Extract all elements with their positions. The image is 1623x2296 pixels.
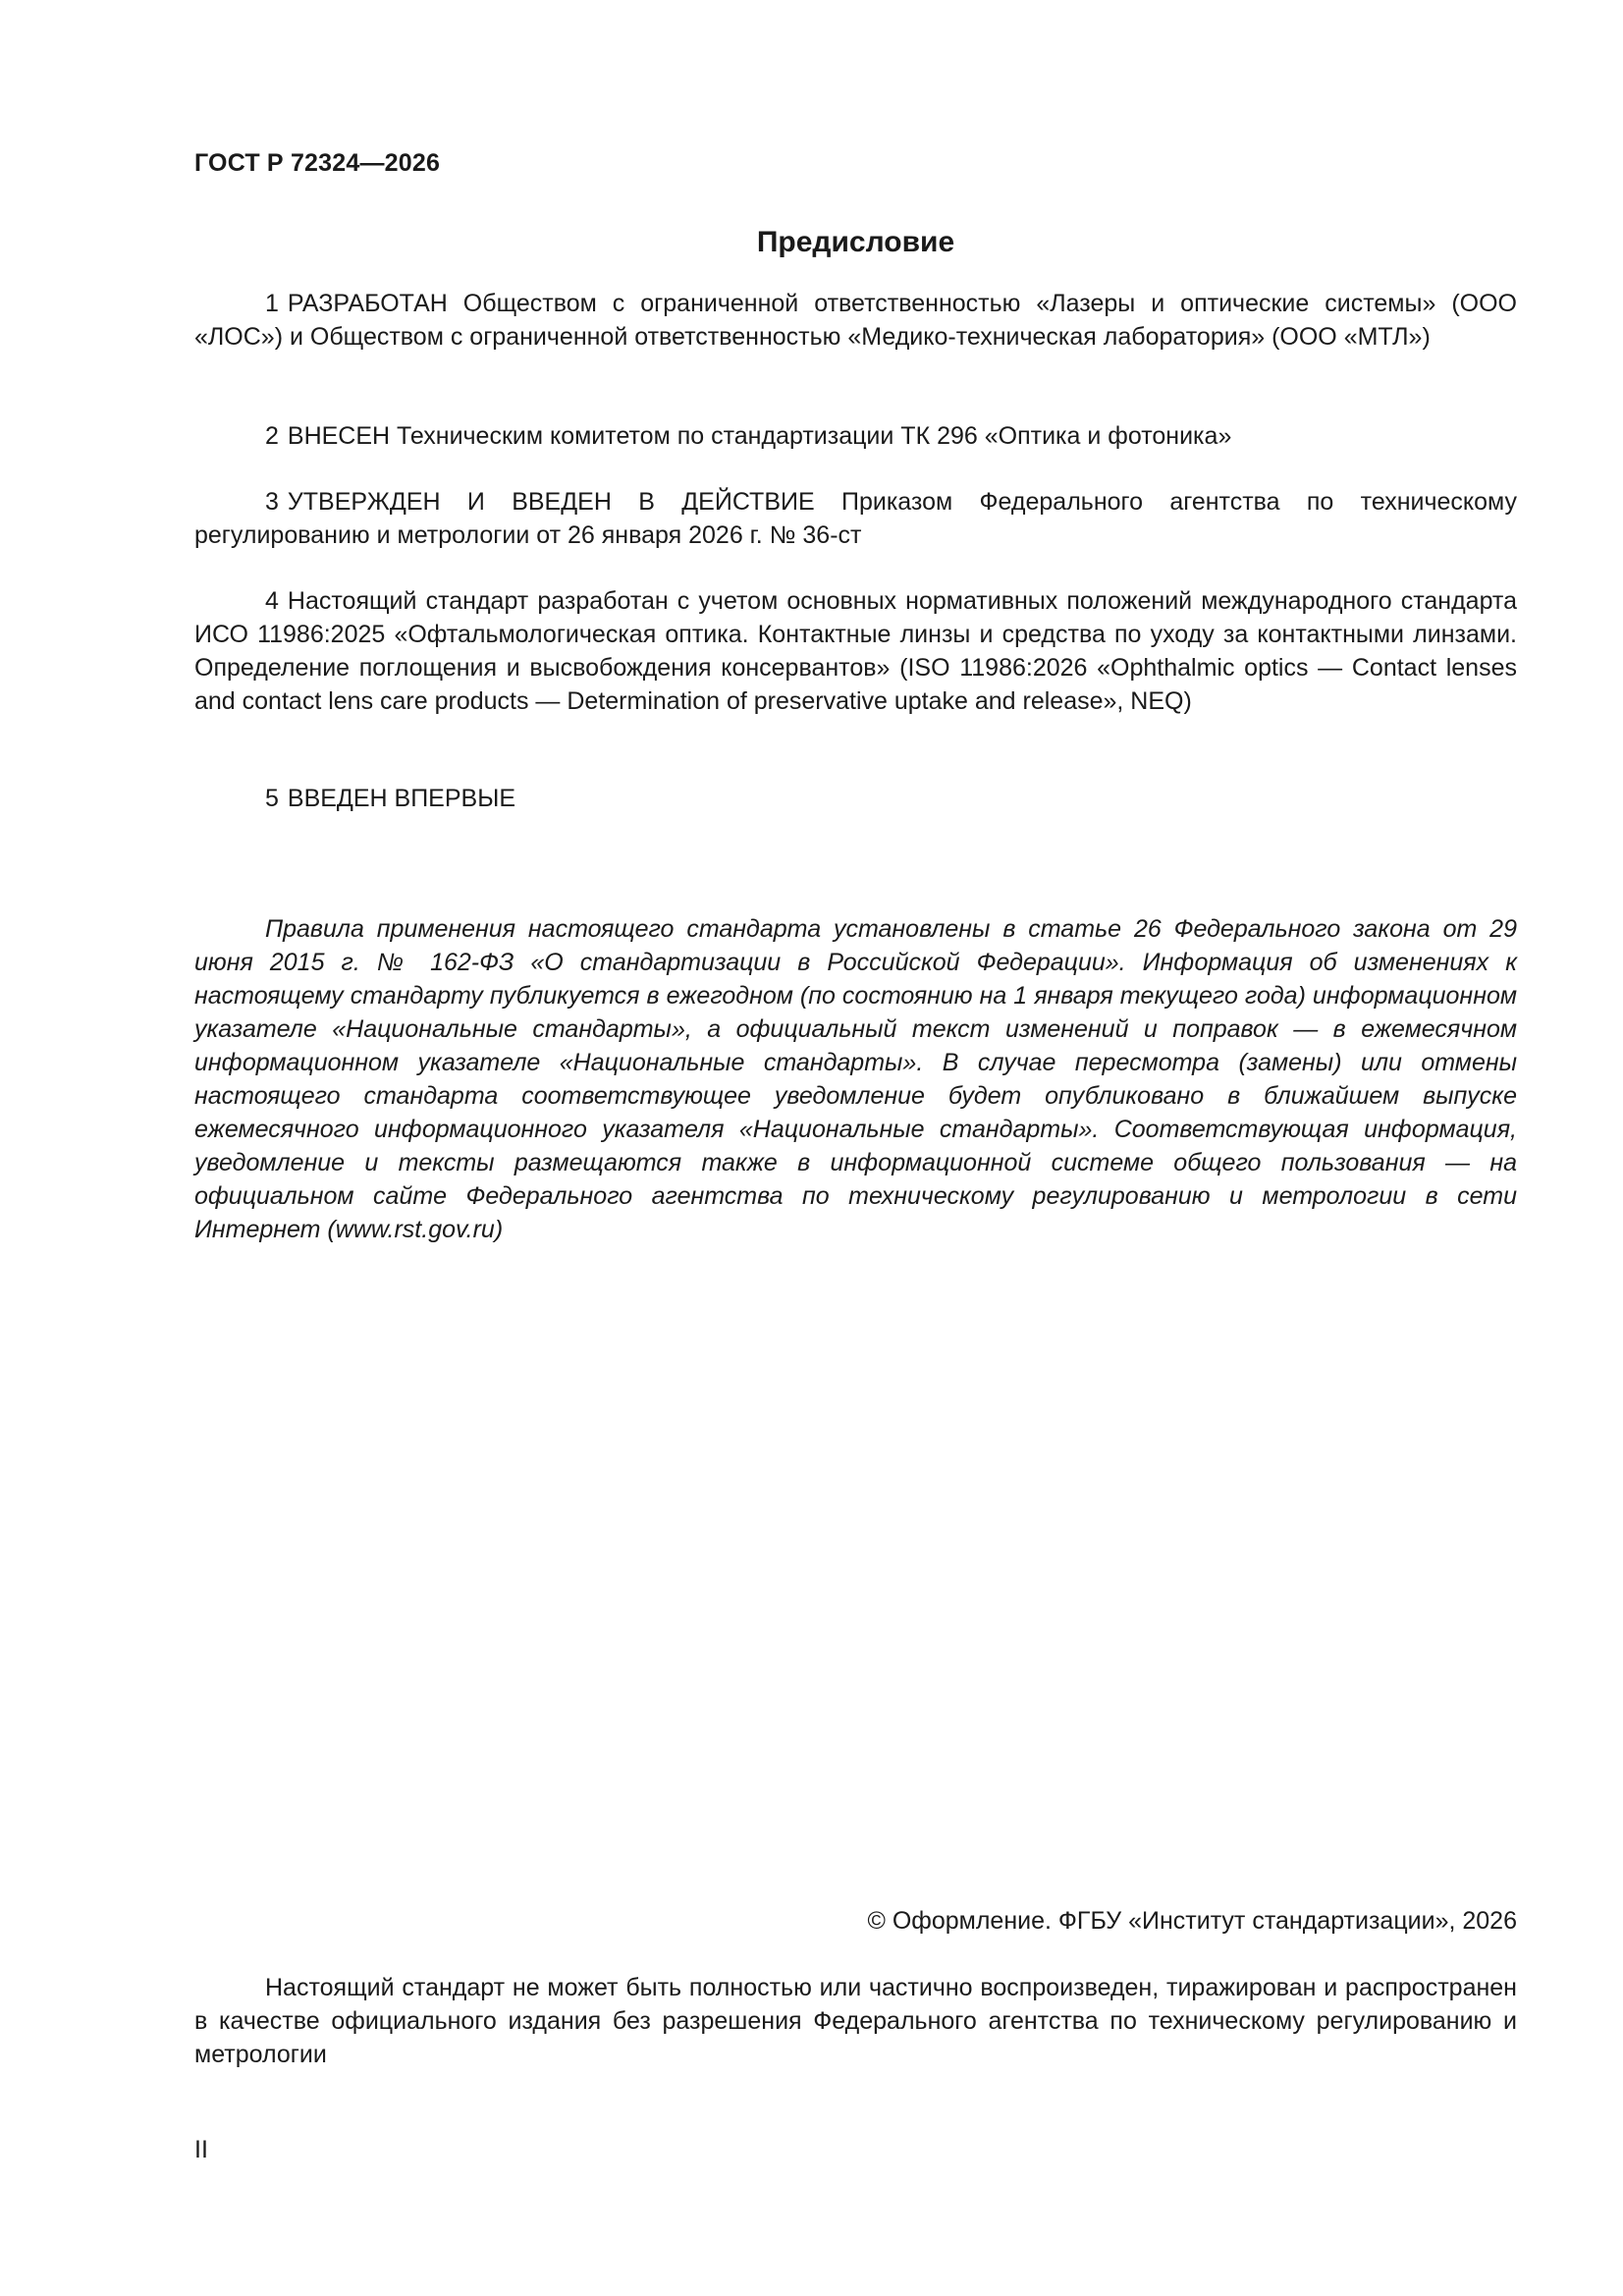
- application-rules-text: Правила применения настоящего стандарта установлены в статье 26 Федерального закона от 29 июня 2015 г. № 162-ФЗ «О стандартизации в Российской Федерации». Информация об изменениях к настоящему стандарту публикуется в ежегодном (по состоянию на 1 января текущего года) информационном указателе «Национальные стандарты», а официальный текст изменений и поправок — в ежемесячном информационном указателе «Национальные стандарты». В случае пересмотра (замены) или отмены настоящего стандарта соответствующее уведомление будет опубликовано в ближайшем выпуске ежемесячного информационного указателя «Национальные стандарты». Соответствующая информация, уведомление и тексты размещаются также в информационной системе общего пользования — на официальном сайте Федерального агентства по техническому регулированию и метрологии в сети Интернет (www.rst.gov.ru): [194, 915, 1517, 1243]
- item-number: 2: [265, 422, 279, 450]
- item-number: 1: [265, 290, 279, 317]
- item-number: 4: [265, 587, 279, 615]
- item-text: УТВЕРЖДЕН И ВВЕДЕН В ДЕЙСТВИЕ Приказом Федерального агентства по техническому регулированию и метрологии от 26 января 2026 г. № 36-ст: [194, 488, 1517, 549]
- reproduction-notice: Настоящий стандарт не может быть полностью или частично воспроизведен, тиражирован и распространен в качестве официального издания без разрешения Федерального агентства по техническому регулированию и метрологии: [194, 1974, 1517, 2068]
- item-number: 5: [265, 785, 279, 812]
- item-text: ВНЕСЕН Техническим комитетом по стандартизации ТК 296 «Оптика и фотоника»: [287, 422, 1232, 450]
- item-number: 3: [265, 488, 279, 516]
- foreword-item-5: [194, 782, 1517, 815]
- foreword-item-3: [194, 485, 1517, 552]
- page-number: II: [194, 2136, 208, 2163]
- foreword-item-1: [194, 287, 1517, 354]
- item-text: Настоящий стандарт разработан с учетом основных нормативных положений международного стандарта ИСО 11986:2025 «Офтальмологическая оптика. Контактные линзы и средства по уходу за контактными линзами. Определение поглощения и высвобождения консервантов» (ISO 11986:2026 «Ophthalmic optics — Contact lenses and contact lens care products — Determination of preservative uptake and release», NEQ): [194, 587, 1517, 715]
- item-text: РАЗРАБОТАН Обществом с ограниченной ответственностью «Лазеры и оптические системы» (ООО «ЛОС») и Обществом с ограниченной ответственностью «Медико-техническая лаборатория» (ООО «МТЛ»): [194, 290, 1517, 351]
- document-code: ГОСТ Р 72324—2026: [194, 149, 441, 177]
- item-text: ВВЕДЕН ВПЕРВЫЕ: [287, 785, 516, 812]
- copyright-line: © Оформление. ФГБУ «Институт стандартизации», 2026: [867, 1907, 1517, 1935]
- foreword-item-4: [194, 584, 1517, 718]
- foreword-item-2: [194, 419, 1517, 453]
- section-title: Предисловие: [756, 226, 955, 258]
